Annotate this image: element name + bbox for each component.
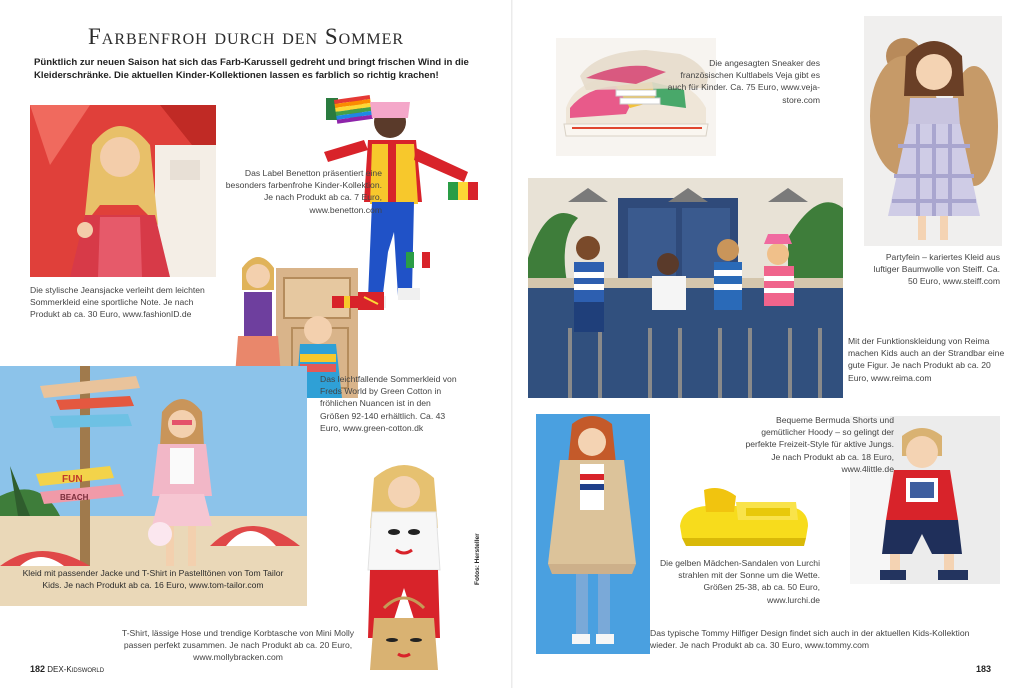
caption-greencotton: Das leichtfallende Sommerkleid von Freds World by Green Cotton in fröhlichen Nuancen ist in den Größen 92-140 erhältlich. Ca. 43 Euro, www.green-cotton.dk xyxy=(320,374,457,433)
page-title: Farbenfroh durch den Sommer xyxy=(88,24,405,49)
photo-reima-beach-bar xyxy=(528,178,843,398)
photo-minimolly-girl xyxy=(354,458,454,680)
caption-steiff: Partyfein – kariertes Kleid aus luftiger Baumwolle von Steiff. Ca. 50 Euro, www.steiff.com xyxy=(873,252,1000,287)
caption-reima: Mit der Funktionskleidung von Reima machen Kids auch an der Strandbar eine gute Figur. Je nach Produkt ab ca. 20 Euro, www.reima.com xyxy=(848,336,1005,383)
sign-beach: BEACH xyxy=(60,493,89,502)
folio-left xyxy=(30,664,104,674)
folio-right-number: 183 xyxy=(976,664,992,674)
caption-benetton: Das Label Benetton präsentiert eine besonders farbenfrohe Kinder-Kollektion. Je nach Produkt ab ca. 7 Euro, www.benetton.com xyxy=(225,168,382,215)
photo-steiff-girl-teddy xyxy=(864,16,1002,246)
photo-girl-denim-jacket xyxy=(30,105,216,277)
caption-lurchi: Die gelben Mädchen-Sandalen von Lurchi strahlen mit der Sonne um die Wette. Größen 25-38, ab ca. 50 Euro, www.lurchi.de xyxy=(659,558,820,605)
folio-left-section: Kidsworld xyxy=(66,665,105,674)
intro-text: Pünktlich zur neuen Saison hat sich das Farb-Karussell gedreht und bringt frischen Wind in die Kleiderschränke. Die aktuellen Kinder-Kollektionen lassen es farblich so richtig krachen! xyxy=(34,57,469,81)
photo-credit: Fotos: Hersteller xyxy=(474,533,481,585)
photo-lurchi-sandal xyxy=(676,486,812,550)
folio-left-number: 182 xyxy=(30,664,46,674)
caption-veja: Die angesagten Sneaker des französischen Kultlabels Veja gibt es auch für Kinder. Ca. 75 Euro, www.veja-store.com xyxy=(667,58,820,105)
sign-fun: FUN xyxy=(62,474,83,485)
photo-tommy-girl-trench xyxy=(536,414,650,654)
caption-fashionid: Die stylische Jeansjacke verleiht dem leichten Sommerkleid eine sportliche Note. Je nach Produkt ab ca. 30 Euro, www.fashionID.de xyxy=(30,285,205,320)
caption-minimolly: T-Shirt, lässige Hose und trendige Korbtasche von Mini Molly passen perfekt zusammen. Je nach Produkt ab ca. 20 Euro, www.mollybracken.com xyxy=(121,628,355,663)
folio-left-magazine: DEX- xyxy=(47,665,67,674)
page-gutter xyxy=(511,0,513,688)
caption-4little: Bequeme Bermuda Shorts und gemütlicher Hoody – so gelingt der perfekte Freizeit-Style für aktive Jungs. Je nach Produkt ab ca. 18 Euro, www.4little.de xyxy=(745,415,894,474)
caption-tomtailor: Kleid mit passender Jacke und T-Shirt in Pastelltönen von Tom Tailor Kids. Je nach Produkt ab ca. 16 Euro, www.tom-tailor.com xyxy=(22,568,284,591)
folio-right xyxy=(976,664,991,674)
caption-tommy: Das typische Tommy Hilfiger Design findet sich auch in der aktuellen Kids-Kollektion wieder. Je nach Produkt ab ca. 30 Euro, www.tommy.com xyxy=(650,628,970,651)
